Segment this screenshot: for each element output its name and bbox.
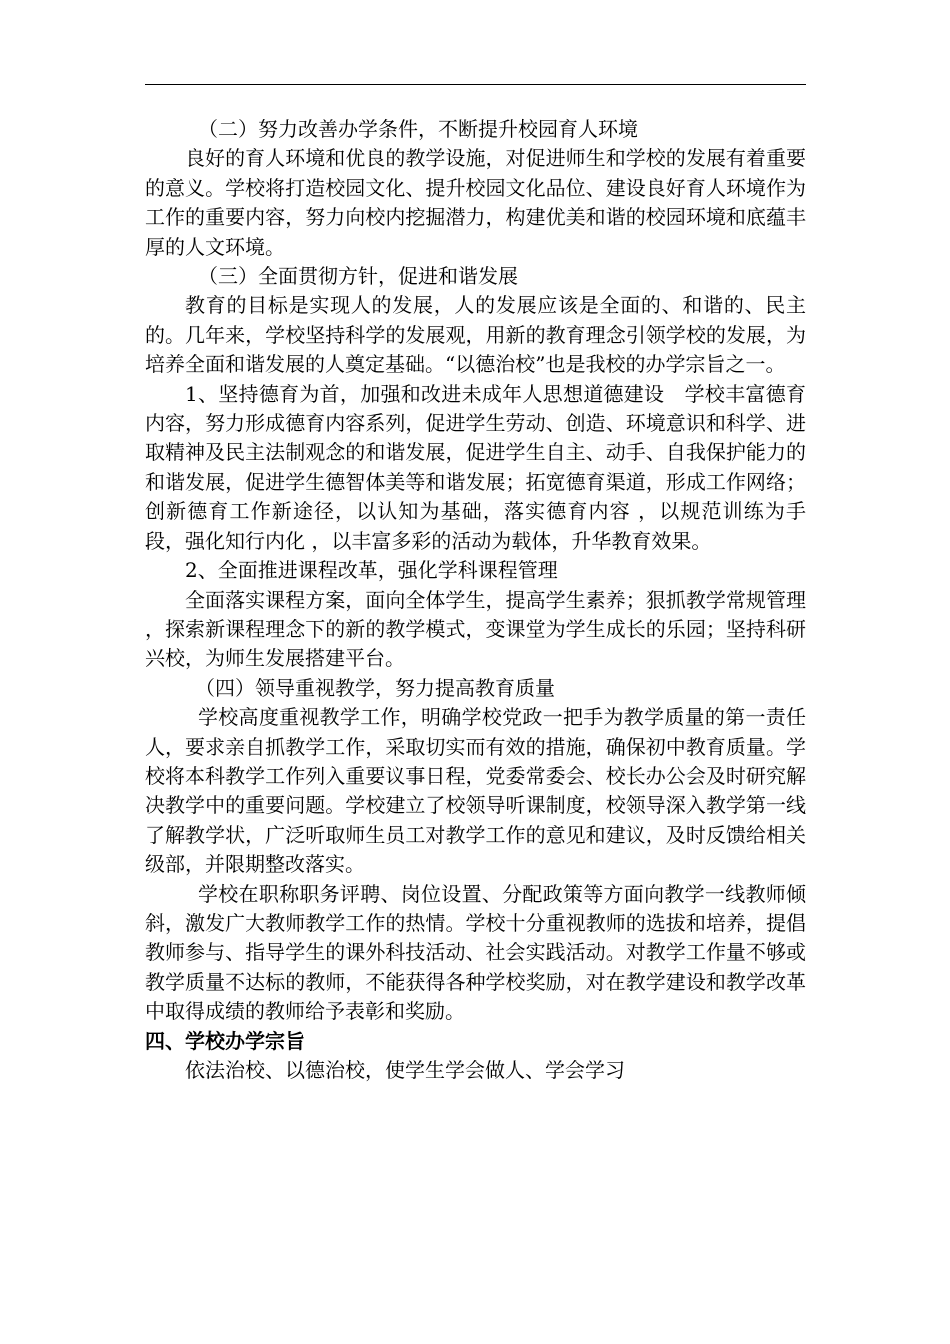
subheading-4: （四）领导重视教学，努力提高教育质量: [195, 675, 555, 700]
item-curriculum-reform: 2、全面推进课程改革，强化学科课程管理: [185, 558, 558, 583]
paragraph-moral-education: 1、坚持德育为首，加强和改进未成年人思想道德建设 学校丰富德育内容，努力形成德育内容系列，促进学生劳动、创造、环境意识和科学、进取精神及民主法制观念的和谐发展，促进学生自主、动手、自我保护能力的和谐发展，促进学生德智体美等和谐发展；拓宽德育渠道，形成工作网络；创新德育工作新途径，以认知为基础，落实德育内容 ，以规范训练为手段，强化知行内化 ，以丰富多彩的活动为载体，升华教育效果。: [145, 381, 806, 553]
paragraph-school-purpose: 依法治校、以德治校，使学生学会做人、学会学习: [185, 1058, 625, 1082]
section-heading-4: 四、学校办学宗旨: [145, 1028, 305, 1053]
subheading-3: （三）全面贯彻方针，促进和谐发展: [198, 264, 518, 289]
header-rule: [145, 84, 806, 85]
paragraph-environment: 良好的育人环境和优良的教学设施，对促进师生和学校的发展有着重要的意义。学校将打造校园文化、提升校园文化品位、建设良好育人环境作为工作的重要内容，努力向校内挖掘潜力，构建优美和谐的校园环境和底蕴丰厚的人文环境。: [145, 146, 806, 259]
subheading-2: （二）努力改善办学条件，不断提升校园育人环境: [198, 117, 638, 141]
paragraph-curriculum: 全面落实课程方案，面向全体学生，提高学生素养；狠抓教学常规管理 ，探索新课程理念下的新的教学模式，变课堂为学生成长的乐园；坚持科研兴校，为师生发展搭建平台。: [145, 587, 806, 671]
paragraph-education-goal: 教育的目标是实现人的发展，人的发展应该是全面的、和谐的、民主的。几年来，学校坚持科学的发展观，用新的教育理念引领学校的发展，为培养全面和谐发展的人奠定基础。“以德治校”也是我校的办学宗旨之一。: [145, 293, 806, 377]
paragraph-teacher-incentives: 学校在职称职务评聘、岗位设置、分配政策等方面向教学一线教师倾斜，激发广大教师教学工作的热情。学校十分重视教师的选拔和培养，提倡教师参与、指导学生的课外科技活动、社会实践活动。对教学工作量不够或教学质量不达标的教师，不能获得各种学校奖励，对在教学建设和教学改革中取得成绩的教师给予表彰和奖励。: [145, 881, 806, 1024]
paragraph-teaching-quality: 学校高度重视教学工作，明确学校党政一把手为教学质量的第一责任人，要求亲自抓教学工作，采取切实而有效的措施，确保初中教育质量。学校将本科教学工作列入重要议事日程，党委常委会、校长办公会及时研究解决教学中的重要问题。学校建立了校领导听课制度，校领导深入教学第一线了解教学状，广泛听取师生员工对教学工作的意见和建议，及时反馈给相关级部，并限期整改落实。: [145, 705, 806, 877]
document-body: [145, 115, 806, 1085]
